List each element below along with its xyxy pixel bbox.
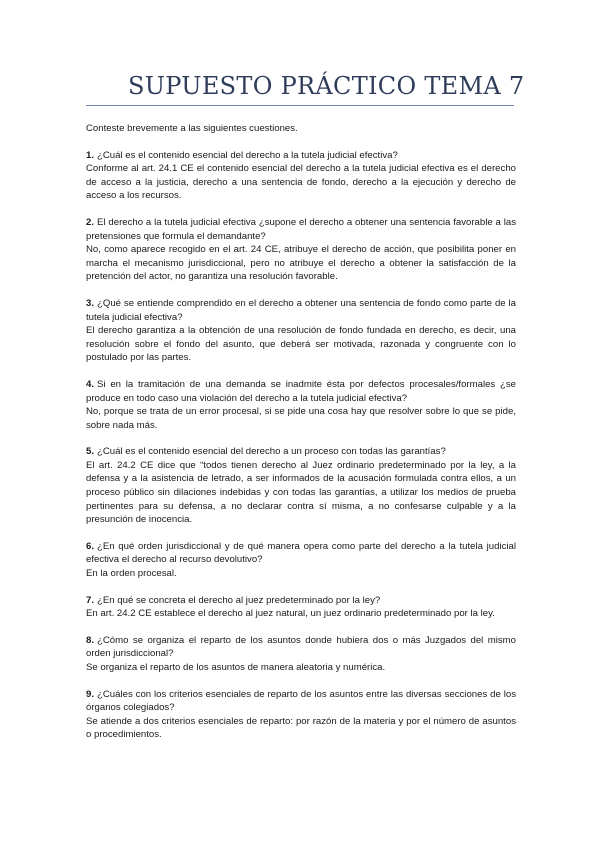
question-number: 6. xyxy=(86,540,95,552)
question xyxy=(86,594,516,608)
question-number: 8. xyxy=(86,634,95,646)
question-number: 7. xyxy=(86,594,95,606)
answer-text: Conforme al art. 24.1 CE el contenido esencial del derecho a la tutela judicial efectiva es el derecho de acceso a la justicia, derecho a una sentencia de fondo, derecho a la ejecución y derecho de acceso a los recursos. xyxy=(86,163,516,202)
answer-text: El derecho garantiza a la obtención de una resolución de fondo fundada en derecho, es decir, una resolución sobre el fondo del asunto, que deberá ser motivada, razonada y congruente con lo postulado por las partes. xyxy=(86,325,516,364)
question-number: 9. xyxy=(86,688,95,700)
question-number: 3. xyxy=(86,297,95,309)
question xyxy=(86,297,516,324)
question-block-5 xyxy=(86,445,516,527)
question-block-1 xyxy=(86,149,516,203)
question-block-6 xyxy=(86,540,516,581)
question-number: 1. xyxy=(86,149,95,161)
question xyxy=(86,216,516,243)
answer-text: El art. 24.2 CE dice que “todos tienen derecho al Juez ordinario predeterminado por la ley, a la defensa y a la asistencia de letrado, a ser informados de la acusación formulada contra ellos, a un proceso público sin dilaciones indebidas y con todas las garantías, a utilizar los medios de prueba pertinentes para su defensa, a no declarar contra sí misma, a no confesarse culpable y a la presunción de inocencia. xyxy=(86,459,516,526)
question xyxy=(86,634,516,661)
question xyxy=(86,540,516,567)
question-block-3 xyxy=(86,297,516,365)
question-number: 2. xyxy=(86,216,95,228)
answer-text: No, como aparece recogido en el art. 24 CE, atribuye el derecho de acción, que posibilita poner en marcha el mecanismo jurisdiccional, pero no atribuye el derecho a obtener la satisfacción de la pretención del actor, no garantiza una resolución favorable. xyxy=(86,244,516,283)
question xyxy=(86,378,516,405)
question-block-2 xyxy=(86,216,516,284)
answer-text: Se organiza el reparto de los asuntos de manera aleatoria y numérica. xyxy=(86,662,386,673)
question-number: 5. xyxy=(86,446,95,458)
answer-text: En art. 24.2 CE establece el derecho al juez natural, un juez ordinario predeterminado por la ley. xyxy=(86,608,495,620)
page-title: SUPUESTO PRÁCTICO TEMA 7 xyxy=(128,72,525,100)
question xyxy=(86,149,516,163)
question xyxy=(86,688,516,715)
question-text: ¿En qué se concreta el derecho al juez predeterminado por la ley? xyxy=(97,594,381,606)
question-text: ¿Cómo se organiza el reparto de los asuntos donde hubiera dos o más Juzgados del mismo orden jurisdiccional? xyxy=(86,634,516,660)
document-body xyxy=(86,122,516,755)
answer-text: No, porque se trata de un error procesal, si se pide una cosa hay que resolver sobre lo que se pide, sobre nada más. xyxy=(86,406,516,431)
question-text: Si en la tramitación de una demanda se inadmite ésta por defectos procesales/formales ¿se produce en todo caso una violación del derecho a la tutela judicial efectiva? xyxy=(86,378,516,404)
question-block-4 xyxy=(86,378,516,432)
answer-text: Se atiende a dos criterios esenciales de reparto: por razón de la materia y por el número de asuntos o procedimientos. xyxy=(86,715,516,741)
question-block-9 xyxy=(86,688,516,742)
question-text: ¿Qué se entiende comprendido en el derecho a obtener una sentencia de fondo como parte de la tutela judicial efectiva? xyxy=(86,297,516,323)
question xyxy=(86,445,516,459)
question-number: 4. xyxy=(86,378,95,390)
intro-text: Conteste brevemente a las siguientes cuestiones. xyxy=(86,123,298,134)
question-block-7 xyxy=(86,594,516,621)
question-block-8 xyxy=(86,634,516,675)
answer-text: En la orden procesal. xyxy=(86,568,177,580)
question-text: ¿Cuál es el contenido esencial del derecho a la tutela judicial efectiva? xyxy=(97,149,398,161)
question-text: ¿Cuál es el contenido esencial del derecho a un proceso con todas las garantías? xyxy=(97,446,446,458)
title-underline xyxy=(86,105,514,106)
question-text: El derecho a la tutela judicial efectiva ¿supone el derecho a obtener una sentencia favorable a las pretensiones que formula el demandante? xyxy=(86,216,516,242)
question-text: ¿Cuáles con los criterios esenciales de reparto de los asuntos entre las diversas secciones de los órganos colegiados? xyxy=(86,688,516,714)
question-text: ¿En qué orden jurisdiccional y de qué manera opera como parte del derecho a la tutela judicial efectiva el derecho al recurso devolutivo? xyxy=(86,540,516,566)
